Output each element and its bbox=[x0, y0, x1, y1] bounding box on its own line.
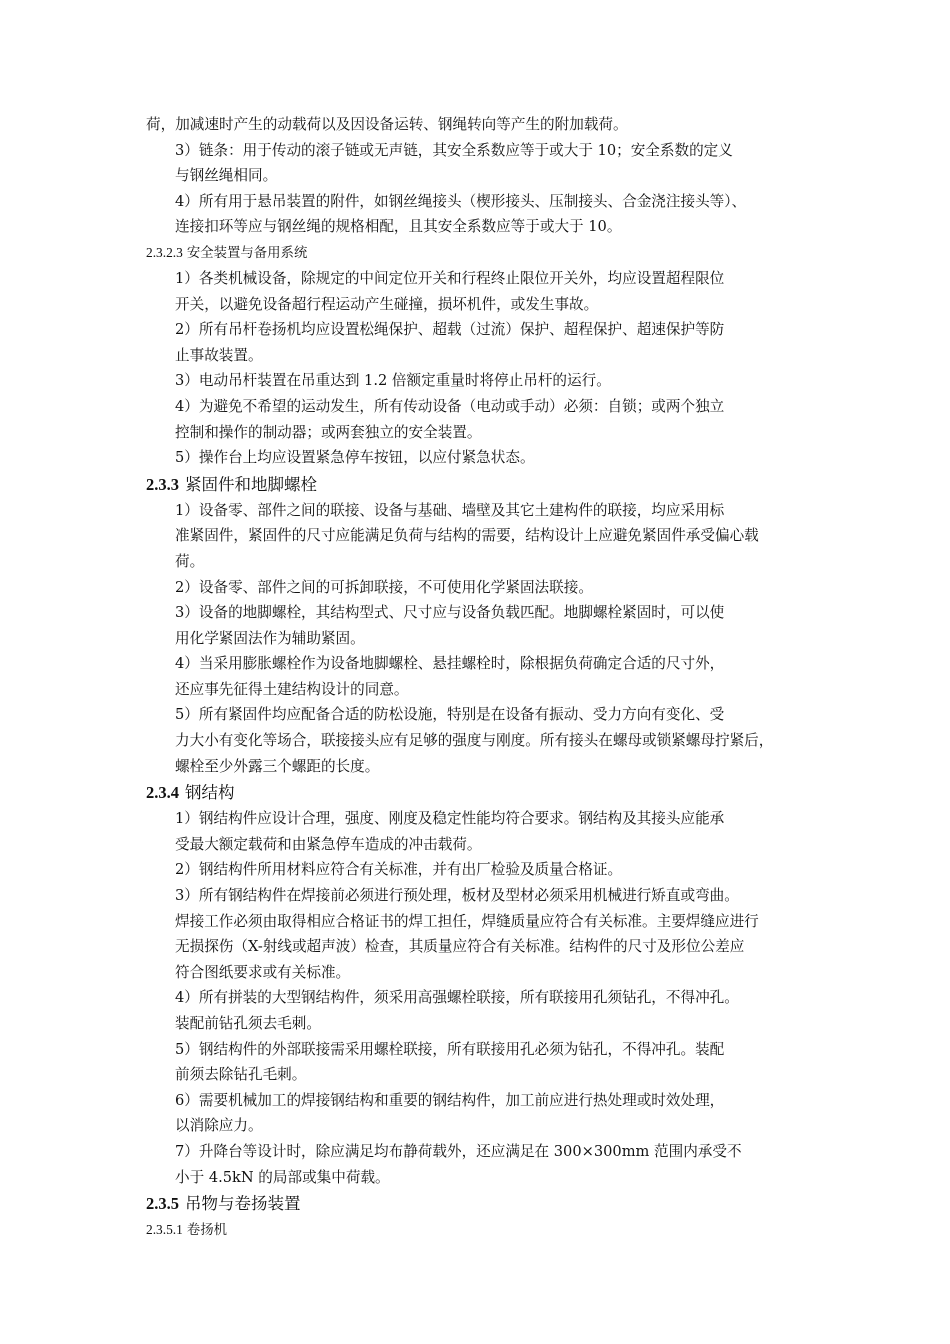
paragraph-line: 符合图纸要求或有关标准。 bbox=[175, 963, 351, 981]
paragraph bbox=[146, 317, 806, 368]
heading-title: 安全装置与备用系统 bbox=[186, 245, 308, 261]
paragraph-line: 力大小有变化等场合，联接接头应有足够的强度与刚度。所有接头在螺母或锁紧螺母拧紧后， bbox=[175, 732, 774, 750]
paragraph bbox=[146, 368, 806, 394]
paragraph-line: 连接扣环等应与钢丝绳的规格相配，且其安全系数应等于或大于 10。 bbox=[175, 218, 622, 236]
section-heading bbox=[146, 779, 806, 806]
paragraph bbox=[146, 702, 806, 779]
heading-number: 2.3.2.3 bbox=[146, 244, 183, 260]
section-heading bbox=[146, 471, 806, 498]
subsection-heading bbox=[146, 240, 806, 266]
paragraph bbox=[146, 189, 806, 240]
document-body bbox=[146, 112, 806, 1243]
paragraph-line: 4）为避免不希望的运动发生，所有传动设备（电动或手动）必须：自锁；或两个独立 bbox=[175, 397, 725, 415]
paragraph-line: 以消除应力。 bbox=[175, 1117, 263, 1135]
paragraph bbox=[146, 600, 806, 651]
paragraph-line: 准紧固件，紧固件的尺寸应能满足负荷与结构的需要，结构设计上应避免紧固件承受偏心载 bbox=[175, 527, 759, 545]
paragraph bbox=[146, 498, 806, 575]
paragraph-line: 3）设备的地脚螺栓，其结构型式、尺寸应与设备负载匹配。地脚螺栓紧固时，可以使 bbox=[175, 604, 725, 622]
paragraph-line: 控制和操作的制动器；或两套独立的安全装置。 bbox=[175, 423, 482, 441]
paragraph-line: 荷，加减速时产生的动载荷以及因设备运转、钢绳转向等产生的附加载荷。 bbox=[146, 116, 628, 133]
paragraph-line: 前须去除钻孔毛刺。 bbox=[175, 1066, 307, 1084]
paragraph-line: 1）各类机械设备，除规定的中间定位开关和行程终止限位开关外，均应设置超程限位 bbox=[175, 269, 725, 287]
paragraph-line: 1）钢结构件应设计合理，强度、刚度及稳定性能均符合要求。钢结构及其接头应能承 bbox=[175, 810, 725, 828]
paragraph-line: 2）所有吊杆卷扬机均应设置松绳保护、超载（过流）保护、超程保护、超速保护等防 bbox=[175, 321, 725, 339]
paragraph bbox=[146, 883, 806, 985]
heading-title: 钢结构 bbox=[185, 783, 235, 803]
paragraph bbox=[146, 1037, 806, 1088]
paragraph-line: 4）所有用于悬吊装置的附件，如钢丝绳接头（楔形接头、压制接头、合金浇注接头等）、 bbox=[175, 192, 747, 210]
paragraph-line: 还应事先征得土建结构设计的同意。 bbox=[175, 680, 409, 698]
paragraph bbox=[146, 985, 806, 1036]
paragraph-line: 2）钢结构件所用材料应符合有关标准，并有出厂检验及质量合格证。 bbox=[175, 861, 623, 879]
paragraph-line: 焊接工作必须由取得相应合格证书的焊工担任，焊缝质量应符合有关标准。主要焊缝应进行 bbox=[175, 912, 759, 930]
paragraph-line: 小于 4.5kN 的局部或集中荷载。 bbox=[175, 1168, 390, 1186]
paragraph bbox=[146, 394, 806, 445]
paragraph bbox=[146, 651, 806, 702]
paragraph bbox=[146, 138, 806, 189]
paragraph-line: 3）链条：用于传动的滚子链或无声链，其安全系数应等于或大于 10；安全系数的定义 bbox=[175, 141, 733, 159]
paragraph bbox=[146, 266, 806, 317]
heading-number: 2.3.3 bbox=[146, 474, 179, 494]
paragraph-line: 用化学紧固法作为辅助紧固。 bbox=[175, 629, 365, 647]
paragraph-line: 3）所有钢结构件在焊接前必须进行预处理，板材及型材必须采用机械进行矫直或弯曲。 bbox=[175, 887, 739, 905]
paragraph bbox=[146, 575, 806, 601]
heading-number: 2.3.5.1 bbox=[146, 1222, 183, 1238]
paragraph-line: 2）设备零、部件之间的可拆卸联接，不可使用化学紧固法联接。 bbox=[175, 578, 593, 596]
paragraph bbox=[146, 1088, 806, 1139]
paragraph-line: 5）所有紧固件均应配备合适的防松设施，特别是在设备有振动、受力方向有变化、受 bbox=[175, 706, 725, 724]
paragraph bbox=[146, 1139, 806, 1190]
paragraph-line: 4）所有拼装的大型钢结构件，须采用高强螺栓联接，所有联接用孔须钻孔，不得冲孔。 bbox=[175, 989, 739, 1007]
paragraph-line: 7）升降台等设计时，除应满足均布静荷载外，还应满足在 300×300mm 范围内承受不 bbox=[175, 1142, 742, 1160]
paragraph-line: 装配前钻孔须去毛刺。 bbox=[175, 1015, 321, 1032]
heading-number: 2.3.4 bbox=[146, 783, 179, 803]
paragraph-line: 6）需要机械加工的焊接钢结构和重要的钢结构件，加工前应进行热处理或时效处理， bbox=[175, 1091, 725, 1109]
paragraph-line: 止事故装置。 bbox=[175, 346, 263, 364]
section-heading bbox=[146, 1190, 806, 1217]
paragraph-line: 5）钢结构件的外部联接需采用螺栓联接，所有联接用孔必须为钻孔，不得冲孔。装配 bbox=[175, 1040, 725, 1058]
paragraph-line: 5）操作台上均应设置紧急停车按钮，以应付紧急状态。 bbox=[175, 449, 535, 467]
heading-title: 卷扬机 bbox=[186, 1223, 227, 1239]
paragraph bbox=[146, 112, 806, 138]
subsection-heading bbox=[146, 1217, 806, 1243]
paragraph bbox=[146, 445, 806, 471]
paragraph-line: 3）电动吊杆装置在吊重达到 1.2 倍额定重量时将停止吊杆的运行。 bbox=[175, 372, 611, 390]
heading-title: 紧固件和地脚螺栓 bbox=[185, 474, 317, 494]
paragraph-line: 4）当采用膨胀螺栓作为设备地脚螺栓、悬挂螺栓时，除根据负荷确定合适的尺寸外， bbox=[175, 655, 725, 673]
paragraph-line: 螺栓至少外露三个螺距的长度。 bbox=[175, 757, 380, 775]
heading-title: 吊物与卷扬装置 bbox=[185, 1194, 301, 1214]
paragraph-line: 与钢丝绳相同。 bbox=[175, 167, 278, 185]
paragraph-line: 1）设备零、部件之间的联接、设备与基础、墙壁及其它土建构件的联接，均应采用标 bbox=[175, 501, 725, 519]
heading-number: 2.3.5 bbox=[146, 1194, 179, 1214]
paragraph-line: 受最大额定载荷和由紧急停车造成的冲击载荷。 bbox=[175, 835, 482, 853]
paragraph bbox=[146, 857, 806, 883]
paragraph-line: 荷。 bbox=[175, 552, 205, 570]
paragraph bbox=[146, 806, 806, 857]
paragraph-line: 无损探伤（X-射线或超声波）检查，其质量应符合有关标准。结构件的尺寸及形位公差应 bbox=[175, 938, 745, 956]
paragraph-line: 开关，以避免设备超行程运动产生碰撞，损坏机件，或发生事故。 bbox=[175, 295, 599, 313]
